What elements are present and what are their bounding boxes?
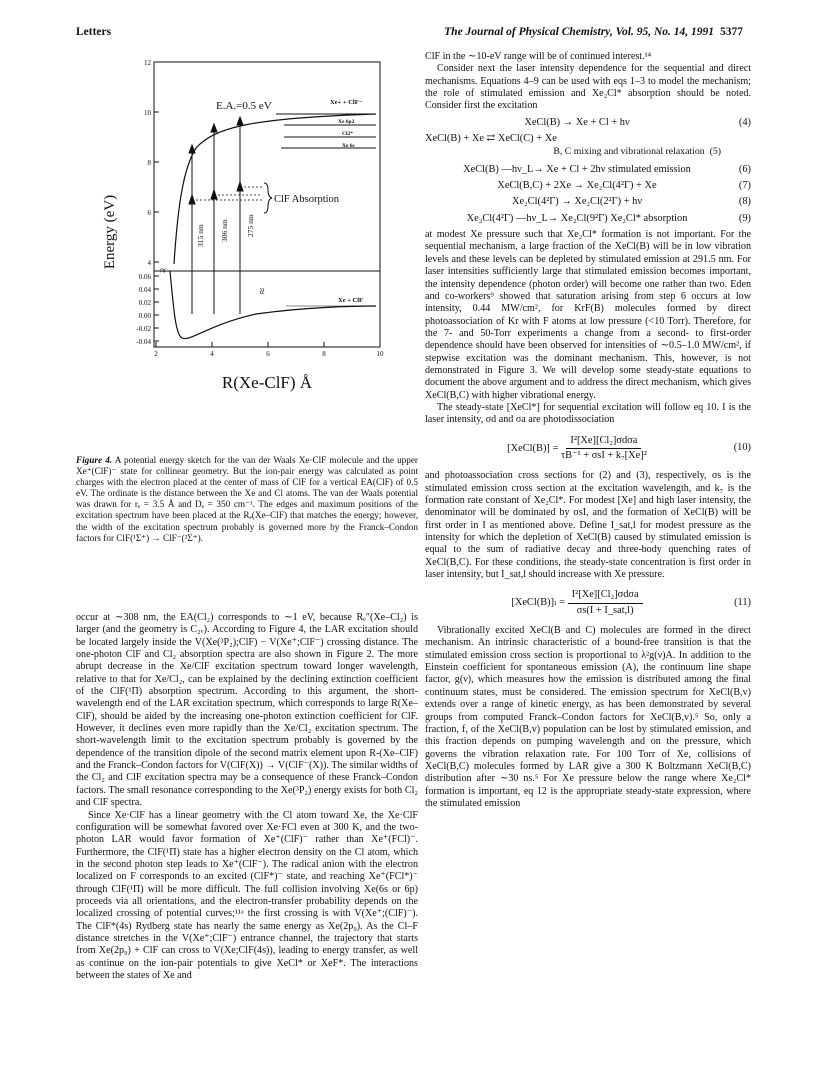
equation-6: XeCl(B) —hν_L→ Xe + Cl + 2hν stimulated emission (6) — [463, 163, 751, 175]
left-paragraph-1: occur at ∼308 nm, the EA(Cl₂) corresponds to ∼1 eV, because Rₑ″(Xe–Cl₂) is larger (and the geometry is C₂ᵥ). According to Figure 4, the LAR excitation should be located largely inside the V(Xe(³P₂);ClF) − V(Xe⁺;ClF⁻) crossing distance. The one-photon ClF and Cl₂ absorption spectra are also shown in Figure 2. The more abrupt decrease in the Xe/ClF excitation spectrum toward longer wavelength, relative to that for Xe/Cl₂, can be explained by the declining extinction coefficient of the ClF(¹Π) absorption spectrum. According to this argument, the short-wavelength end of the LAR excitation spectrum, which corresponds to large R(Xe–ClF), should be aided by the increasing one-photon extinction coefficient for ClF. However, it declines even more rapidly than the Xe/Cl₂ excitation spectrum. The short-wavelength limit to the excitation spectrum probably is governed by the dependence of the transition dipole of the second matrix element upon R-(Xe–ClF) and the Franck–Condon factors for V(ClF(X)) → V(ClF⁻(X)). The similar widths of the Cl₂ and ClF excitation spectra may be a consequence of these Franck–Condon factors. The small resonance corresponding to the Xe(³P₂) energy exists for both Cl₂ and ClF spectra. — [76, 612, 418, 809]
equation-5: XeCl(B) + Xe ⇄ XeCl(C) + Xe — [425, 133, 557, 145]
legend-xe6p2: Xe 6p2 — [338, 119, 355, 125]
caption-text: A potential energy sketch for the van der Waals Xe·ClF molecule and the upper Xe⁺(ClF)⁻ state for collinear geometry. But the ion-pair energy was calculated as point charges with the electron placed at the center of mass of ClF for a vertical EA(ClF) of 0.5 eV. The ordinate is the distance between the Xe and Cl atoms. The van der Waals potential was drawn for rₑ = 3.5 Å and Dₑ = 350 cm⁻¹. The edges and maximum positions of the excitation spectrum have been placed at the Rₑ(Xe–ClF) that matches the energy; however, the width of the excitation spectrum probably is governed more by the Franck–Condon factors for ClF(¹Σ⁺) → ClF⁻(²Σ⁺). — [76, 455, 418, 543]
y-tick-0.02: 0.02 — [138, 299, 151, 307]
equation-9: Xe₂Cl(4²Γ) —hν_L→ Xe₂Cl(9²Γ) Xe₂Cl* absorption (9) — [466, 212, 751, 224]
vdw-curve — [170, 271, 376, 339]
right-paragraph-1: ClF in the ∼10-eV range will be of continued interest.¹⁴ — [425, 51, 652, 62]
right-column — [425, 51, 751, 810]
y-tick-12: 12 — [144, 59, 151, 67]
equation-5-note: B, C mixing and vibrational relaxation (5) — [553, 146, 721, 158]
equation-8: Xe₂Cl(4²Γ) → Xe₂Cl(2²Γ) + hν (8) — [511, 196, 751, 208]
figure-caption — [76, 455, 418, 544]
caption-label: Figure 4. — [76, 455, 113, 465]
x-tick-8: 8 — [322, 350, 326, 358]
x-tick-10: 10 — [376, 350, 384, 358]
arrow-label-306: 306 nm — [220, 219, 229, 242]
y-tick-0.06: 0.06 — [138, 273, 151, 281]
equation-4: XeCl(B) → Xe + Cl + hν (4) — [524, 116, 751, 128]
left-paragraph-2: Since Xe·ClF has a linear geometry with the Cl atom toward Xe, the Xe·ClF configuration will be somewhat favored over Xe·FCl even at 300 K, and the two-photon LAR would favor formation of Xe⁺(ClF)⁻ rather than Xe⁺(FCl)⁻. Furthermore, the ClF(¹Π) state has a higher electron density on the Cl atom, which in the second photon step leads to Xe⁺(ClF⁻). The radical anion with the electron localized on F corresponds to an excited (ClF*)⁻ state, and reaching Xe⁺(FCl*)⁻ through ClF(¹Π) will be more difficult. The full collision involving Xe(6s or 6p) proceeds via all orientations, and the electron-transfer probability depends on the localized crossing of potential curves;¹¹ᵃ the first crossing is with V(Xe⁺;(ClF)⁻). The ClF*(4s) Rydberg state has nearly the same energy as Xe(2p₉). As the Cl–F distance stretches in the V(Xe⁺;ClF⁻) entrance channel, the trajectory that starts from Xe(2p₉) + ClF can cross to V(Xe;ClF(4s)), leading to energy transfer, as well as continue on the ion-pair potentials to give XeCl* or XeF*. The interactions between the states of Xe and — [76, 809, 418, 981]
x-tick-4: 4 — [210, 350, 214, 358]
y-tick-m0.04: -0.04 — [136, 338, 151, 346]
top-state-label: Xe+ + ClF− — [330, 99, 363, 106]
y-axis-label: Energy (eV) — [102, 194, 118, 270]
arrow-label-315: 315 nm — [196, 224, 205, 247]
page-number: 5377 — [720, 26, 743, 38]
equation-11: [XeCl(B)]ₗ = $\frac{\text{I²[Xe][Cl₂]σdσa}}{\text{σs(I + I\_sat,l)}}$ (11) — [511, 589, 751, 616]
lower-frame — [154, 271, 380, 347]
potential-energy-diagram — [76, 52, 418, 438]
x-tick-2: 2 — [154, 350, 158, 358]
equation-10: [XeCl(B)] = $\frac{\text{I²[Xe][Cl₂]σdσa}}{\text{τB⁻¹ + σsI + k₇[Xe]²}}$ (10) — [507, 434, 751, 461]
arrow-label-275: 275 nm — [246, 214, 255, 237]
journal-citation: The Journal of Physical Chemistry, Vol. 95, No. 14, 1991 — [444, 26, 714, 38]
ea-label: E.A.=0.5 eV — [216, 100, 272, 112]
y-tick-0.04: 0.04 — [138, 286, 151, 294]
x-tick-6: 6 — [266, 350, 270, 358]
x-axis-label: R(Xe-ClF) Å — [221, 373, 313, 392]
axis-break-mid: ≈ — [255, 288, 269, 295]
legend-xe6s: Xe 6s — [342, 143, 355, 149]
y-tick-8: 8 — [147, 159, 151, 167]
right-paragraph-2: Consider next the laser intensity dependence for the sequential and direct mechanisms. Equations 4–9 can be used with eqs 1–3 to model the mechanism; the role of stimulated emission and Xe₂Cl* absorption should be noted. Consider first the excitation — [425, 63, 751, 112]
y-tick-0.00: 0.00 — [138, 312, 151, 320]
equation-7: XeCl(B,C) + 2Xe → Xe₂Cl(4²Γ) + Xe (7) — [497, 180, 751, 192]
axis-break-left: ≈ — [160, 265, 167, 277]
legend-cl2: Cl2* — [342, 131, 353, 137]
right-paragraph-4: The steady-state [XeCl*] for sequential excitation will follow eq 10. I is the laser intensity, σd and σa are photodissociation — [425, 401, 751, 426]
right-paragraph-3: at modest Xe pressure such that Xe₂Cl* formation is not important. For the sequential mechanism, a large fraction of the XeCl(B) will be in low vibration levels and these levels can be depleted by stimulated emission at 291.5 nm. For laser intensities sufficiently large that stimulated emission becomes important, the intensity dependence (photon order) will become one rather than two. Eden and co-workers⁹ showed that saturation arising from step 6 occurs at low intensity, 0.44 MW/cm², for KrF(B) molecules formed by direct photoassociation of Kr with F atoms at low pressure (<10 Torr). Therefore, for the 7- and 50-Torr experiments a change from a second- to first-order dependence should have been observed for intensities of ∼0.5–1.0 MW/cm², if stepwise excitation was the dominant mechanism. This, however, is not demonstrated in Figure 3. We will develop some steady-state equations to document the above argument and to address the direct mechanism, which gives XeCl(B,C) with higher vibrational energy. — [425, 229, 751, 401]
left-column — [76, 612, 418, 982]
figure-4 — [76, 52, 418, 438]
running-head-right — [444, 26, 743, 38]
right-paragraph-6: Vibrationally excited XeCl(B and C) molecules are formed in the direct mechanism. An intrinsic characteristic of a bound-free transition is that the stimulated emission cross section is proportional to λ²g(ν)A. In addition to the Einstein coefficient for spontaneous emission (A), the continuum line shape factor, g(ν), which measures how the emission is distributed among the final continuum states, must be considered. The emission spectrum for XeCl(B,v) extends over a range of kinetic energy, as has been demonstrated by several groups from computed Franck–Condon factors for XeCl(B,v).⁵ So, only a fraction, f, of the XeCl(B,v) population can be lost by stimulated emission, and this fraction depends on pumping wavelength and on the pressure, which governs the vibration relaxation rate. For 100 Torr of Xe, collisions of XeCl(B,C) molecules formed by LAR give a 300 K Boltzmann XeCl(B,C) distribution after ∼30 ns.⁵ For Xe pressure below the range where Xe₂Cl* formation is important, eq 12 is the appropriate steady-state expression, where the stimulated emission — [425, 625, 751, 809]
y-tick-4: 4 — [147, 259, 151, 267]
y-tick-6: 6 — [147, 209, 151, 217]
y-tick-m0.02: -0.02 — [136, 325, 151, 333]
absorption-label: ClF Absorption — [274, 194, 340, 205]
running-head-left: Letters — [76, 26, 112, 38]
right-paragraph-5: and photoassociation cross sections for (2) and (3), respectively, σs is the stimulated emission cross section at the excitation wavelength, and k₇ is the formation rate constant of Xe₂Cl*. For modest [Xe] and high laser intensity, the denominator will be dominated by σsI, and the formation of XeCl(B) will be first order in I as mentioned above. Define I_sat,l for modest pressure as the intensity for which the depletion of XeCl(B) caused by stimulated emission is equal to the sum of radiative decay and three-body quenching rates of XeCl(B,C). For these conditions, the steady-state concentration is first order in laser intensity, but I_sat,l should increase with Xe pressure. — [425, 470, 751, 581]
bottom-state-label: Xe + ClF — [338, 297, 364, 304]
y-tick-10: 10 — [144, 109, 151, 117]
